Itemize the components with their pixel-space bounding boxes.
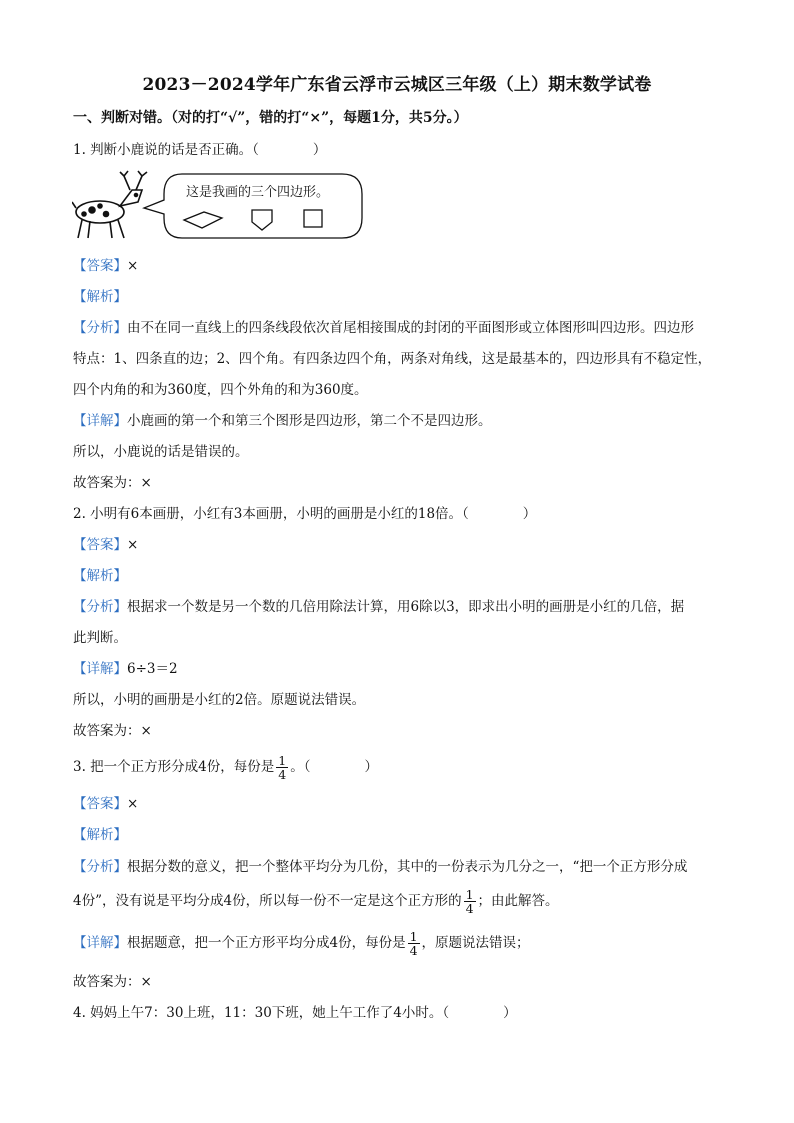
jiexi-tag: 【解析】 xyxy=(73,289,127,305)
question-4: 4. 妈妈上午7：30上班，11：30下班，她上午工作了4小时。（ ） xyxy=(73,1005,517,1021)
fraction-numerator: 1 xyxy=(409,929,418,944)
answer-line-2 xyxy=(73,535,138,555)
analysis-text: 由不在同一直线上的四条线段依次首尾相接围成的封闭的平面图形或立体图形叫四边形。四边形 xyxy=(127,320,694,336)
speech-text: 这是我画的三个四边形。 xyxy=(186,185,330,200)
answer-line-3 xyxy=(73,794,138,814)
analysis-line: 此判断。 xyxy=(73,630,127,646)
fraction-numerator: 1 xyxy=(278,753,287,768)
analysis-line xyxy=(73,597,684,617)
detail-tag: 【详解】 xyxy=(73,413,127,429)
page-title: 2023－2024学年广东省云浮市云城区三年级（上）期末数学试卷 xyxy=(142,75,652,95)
answer-tag: 【答案】 xyxy=(73,258,127,274)
analysis-line: 四个内角的和为360度，四个外角的和为360度。 xyxy=(73,382,368,398)
detail-text: 小鹿画的第一个和第三个图形是四边形，第二个不是四边形。 xyxy=(127,413,492,429)
analysis-line xyxy=(73,857,687,877)
analysis-line xyxy=(73,886,559,916)
question-text: 3. 把一个正方形分成4份，每份是 xyxy=(73,759,275,775)
detail-line xyxy=(73,659,178,679)
analysis-tag: 【分析】 xyxy=(73,320,127,336)
fraction xyxy=(276,754,288,781)
section-heading: 一、判断对错。（对的打“√”，错的打“×”，每题1分，共5分。） xyxy=(73,110,468,126)
deer-illustration xyxy=(72,168,372,242)
final-answer: 故答案为：× xyxy=(73,974,152,990)
fraction-denominator: 4 xyxy=(278,767,287,782)
question-2: 2. 小明有6本画册，小红有3本画册，小明的画册是小红的18倍。（ ） xyxy=(73,506,537,522)
question-3 xyxy=(73,752,378,782)
detail-text: 根据题意，把一个正方形平均分成4份，每份是 xyxy=(127,935,406,951)
answer-value: × xyxy=(127,258,139,274)
question-1: 1. 判断小鹿说的话是否正确。（ ） xyxy=(73,142,327,158)
speech-bubble xyxy=(144,174,362,238)
jiexi-tag: 【解析】 xyxy=(73,827,127,843)
fraction xyxy=(408,930,420,957)
answer-value: × xyxy=(127,796,139,812)
detail-text: ，原题说法错误； xyxy=(421,935,530,951)
answer-tag: 【答案】 xyxy=(73,796,127,812)
analysis-tag: 【分析】 xyxy=(73,599,127,615)
deer-icon xyxy=(72,171,147,238)
analysis-line xyxy=(73,318,694,338)
answer-line-1 xyxy=(73,256,138,276)
detail-line xyxy=(73,411,492,431)
fraction-denominator: 4 xyxy=(409,943,418,958)
analysis-text: 根据求一个数是另一个数的几倍用除法计算，用6除以3，即求出小明的画册是小红的几倍，据 xyxy=(127,599,685,615)
fraction-numerator: 1 xyxy=(465,887,474,902)
analysis-text: 4份”，没有说是平均分成4份，所以每一份不一定是这个正方形的 xyxy=(73,893,462,909)
analysis-tag: 【分析】 xyxy=(73,859,127,875)
detail-line: 所以，小鹿说的话是错误的。 xyxy=(73,444,249,460)
question-text: 。（ ） xyxy=(290,759,378,775)
jiexi-tag: 【解析】 xyxy=(73,568,127,584)
final-answer: 故答案为：× xyxy=(73,475,152,491)
detail-tag: 【详解】 xyxy=(73,935,127,951)
final-answer: 故答案为：× xyxy=(73,723,152,739)
fraction xyxy=(464,888,476,915)
detail-tag: 【详解】 xyxy=(73,661,127,677)
analysis-text: ；由此解答。 xyxy=(477,893,559,909)
answer-tag: 【答案】 xyxy=(73,537,127,553)
answer-value: × xyxy=(127,537,139,553)
detail-line xyxy=(73,928,530,958)
detail-line: 所以，小明的画册是小红的2倍。原题说法错误。 xyxy=(73,692,366,708)
analysis-line: 特点：1、四条直的边；2、四个角。有四条边四个角，两条对角线，这是最基本的，四边形具有不稳定性， xyxy=(73,351,712,367)
detail-text: 6÷3＝2 xyxy=(127,661,178,677)
fraction-denominator: 4 xyxy=(465,901,474,916)
analysis-text: 根据分数的意义，把一个整体平均分为几份，其中的一份表示为几分之一，“把一个正方形分成 xyxy=(127,859,688,875)
